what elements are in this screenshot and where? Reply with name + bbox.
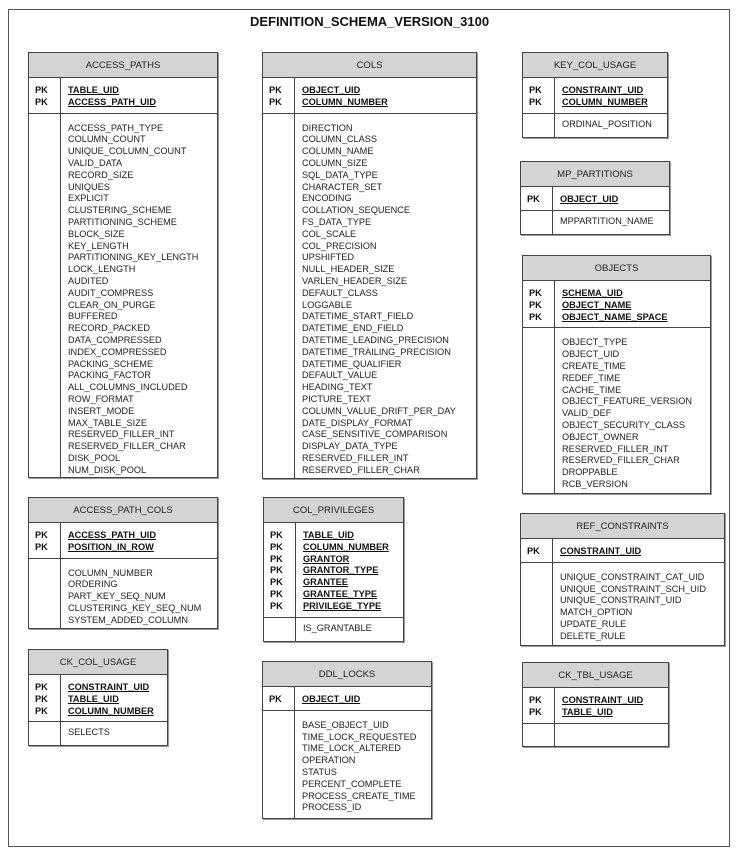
pk-label: PK [529,288,542,298]
pk-label: PK [269,96,282,107]
attribute-field: OBJECT_OWNER [562,431,639,442]
attribute-field: PROCESS_CREATE_TIME [302,790,416,801]
attribute-field: MPPARTITION_NAME [560,215,654,226]
attribute-field: DATE_DISPLAY_FORMAT [302,417,413,428]
attribute-label-column [523,724,555,746]
primary-key-field: ACCESS_PATH_UID [68,530,156,540]
attribute-field: VALID_DEF [562,408,612,419]
attribute-label-column [521,563,553,645]
attribute-field: ORDINAL_POSITION [562,118,652,129]
entity-name: MP_PARTITIONS [521,162,669,187]
pk-label: PK [270,553,283,564]
primary-key-field: COLUMN_NUMBER [302,96,388,107]
attribute-section [523,724,668,746]
attribute-field: LOCK_LENGTH [68,264,136,275]
entity-name: COL_PRIVILEGES [264,498,403,523]
attribute-section [521,211,669,234]
pk-label-column [263,687,295,710]
attribute-section [29,559,217,628]
attribute-label-column [263,114,295,478]
pk-name-column [61,675,167,721]
pk-label: PK [527,546,540,556]
attribute-field: CHARACTER_SET [302,181,383,192]
attribute-section [264,618,403,641]
pk-label: PK [35,682,48,692]
diagram-title: DEFINITION_SCHEMA_VERSION_3100 [249,14,490,29]
attribute-field: UNIQUES [68,181,110,192]
pk-label: PK [529,85,542,95]
pk-label: PK [35,96,48,107]
entity-mp-partitions [520,161,670,235]
entity-ddl-locks [262,661,432,819]
entity-access-paths [28,52,218,478]
pk-label: PK [270,565,283,576]
pk-label-column [523,281,555,327]
attribute-section [29,722,167,745]
pk-label-column [523,78,555,113]
attribute-field: DISPLAY_DATA_TYPE [302,441,398,452]
attribute-label-column [523,328,555,493]
pk-label: PK [529,311,542,322]
entity-name: REF_CONSTRAINTS [521,514,724,539]
attribute-section [521,563,724,645]
entity-name: OBJECTS [523,256,710,281]
pk-label: PK [527,194,540,204]
attribute-name-column [555,328,710,493]
primary-key-field: OBJECT_UID [302,85,361,95]
attribute-field: CREATE_TIME [562,360,626,371]
attribute-field: ALL_COLUMNS_INCLUDED [68,382,188,393]
primary-key-field: TABLE_UID [562,706,613,717]
attribute-field: DELETE_RULE [560,630,626,641]
attribute-name-column [61,559,217,628]
pk-label: PK [35,85,48,95]
pk-label: PK [35,541,48,552]
attribute-field: ACCESS_PATH_TYPE [68,122,164,133]
pk-label: PK [270,577,283,588]
primary-key-field: COLUMN_NUMBER [562,96,648,107]
primary-key-section [263,78,476,114]
entity-ck-col-usage [28,649,168,746]
attribute-field: CACHE_TIME [562,384,622,395]
primary-key-section [523,688,668,724]
attribute-field: COLUMN_COUNT [68,134,146,145]
entity-ck-tbl-usage [522,662,669,747]
pk-name-column [61,78,217,113]
entity-cols [262,52,477,479]
attribute-field: OPERATION [302,755,356,766]
attribute-field: RESERVED_FILLER_CHAR [68,441,186,452]
attribute-field: MAX_TABLE_SIZE [68,417,147,428]
attribute-field: COLUMN_NUMBER [68,567,153,578]
entity-name: COLS [263,53,476,78]
pk-label-column [521,539,553,562]
attribute-field: PICTURE_TEXT [302,393,371,404]
attribute-field: PART_KEY_SEQ_NUM [68,591,166,602]
attribute-field: SYSTEM_ADDED_COLUMN [68,614,188,625]
attribute-field: NUM_DISK_POOL [68,464,147,475]
primary-key-section [29,675,167,722]
attribute-field: ORDERING [68,579,118,590]
primary-key-field: ACCESS_PATH_UID [68,96,156,107]
attribute-field: RESERVED_FILLER_CHAR [302,464,420,475]
primary-key-section [29,78,217,114]
primary-key-field: COLUMN_NUMBER [303,541,389,552]
primary-key-field: GRANTEE_TYPE [303,588,378,599]
entity-name: CK_COL_USAGE [29,650,167,675]
pk-label: PK [35,705,48,716]
attribute-field: TIME_LOCK_REQUESTED [302,731,417,742]
entity-name: CK_TBL_USAGE [523,663,668,688]
pk-label-column [29,523,61,558]
attribute-label-column [264,618,296,641]
primary-key-field: CONSTRAINT_UID [562,85,644,95]
primary-key-field: OBJECT_UID [302,694,361,704]
pk-label: PK [270,588,283,599]
attribute-field: RECORD_SIZE [68,169,134,180]
primary-key-field: OBJECT_NAME_SPACE [562,311,668,322]
attribute-name-column [553,563,724,645]
primary-key-field: GRANTOR_TYPE [303,565,379,576]
attribute-field: LOGGABLE [302,299,353,310]
attribute-field: VARLEN_HEADER_SIZE [302,275,408,286]
attribute-field: PARTITIONING_SCHEME [68,216,177,227]
pk-label-column [264,523,296,617]
primary-key-field: SCHEMA_UID [562,288,623,298]
attribute-field: CASE_SENSITIVE_COMPARISON [302,429,448,440]
entity-objects [522,255,711,494]
pk-label: PK [529,706,542,717]
attribute-name-column [296,618,403,641]
primary-key-field: GRANTOR [303,553,350,564]
attribute-field: DATETIME_START_FIELD [302,311,414,322]
entity-key-col-usage [522,52,668,138]
pk-label: PK [529,695,542,705]
attribute-section [523,328,710,493]
entity-name: DDL_LOCKS [263,662,431,687]
attribute-section [523,114,667,137]
primary-key-section [29,523,217,559]
primary-key-field: OBJECT_NAME [562,299,632,310]
attribute-field: AUDITED [68,275,109,286]
attribute-field: PACKING_SCHEME [68,358,154,369]
primary-key-field: POSITION_IN_ROW [68,541,154,552]
attribute-section [263,711,431,818]
primary-key-field: CONSTRAINT_UID [560,546,642,556]
attribute-field: UNIQUE_CONSTRAINT_CAT_UID [560,571,705,582]
attribute-label-column [29,559,61,628]
attribute-section [29,114,217,477]
pk-name-column [555,281,710,327]
attribute-label-column [263,711,295,818]
pk-label: PK [35,693,48,704]
attribute-field: ROW_FORMAT [68,393,134,404]
attribute-field: SELECTS [68,727,110,738]
attribute-field: BUFFERED [68,311,118,322]
attribute-field: DROPPABLE [562,467,618,478]
attribute-field: COLLATION_SEQUENCE [302,205,411,216]
attribute-field: INSERT_MODE [68,405,135,416]
attribute-field: TIME_LOCK_ALTERED [302,743,401,754]
attribute-field: DIRECTION [302,122,353,133]
attribute-field: CLUSTERING_KEY_SEQ_NUM [68,602,202,613]
attribute-field: BLOCK_SIZE [68,228,125,239]
pk-label-column [521,187,553,210]
attribute-field: OBJECT_TYPE [562,337,628,348]
pk-label: PK [529,96,542,107]
attribute-field: NULL_HEADER_SIZE [302,264,395,275]
attribute-field: COLUMN_VALUE_DRIFT_PER_DAY [302,405,456,416]
attribute-field: DATETIME_END_FIELD [302,323,404,334]
attribute-field: RCB_VERSION [562,478,628,489]
primary-key-field: TABLE_UID [68,85,119,95]
pk-label: PK [270,600,283,611]
attribute-name-column [61,114,217,477]
attribute-field: FS_DATA_TYPE [302,216,372,227]
entity-name: ACCESS_PATH_COLS [29,498,217,523]
attribute-field: OBJECT_FEATURE_VERSION [562,396,693,407]
primary-key-field: OBJECT_UID [560,194,619,204]
attribute-field: UNIQUE_COLUMN_COUNT [68,146,187,157]
attribute-field: CLUSTERING_SCHEME [68,205,172,216]
entity-name: KEY_COL_USAGE [523,53,667,78]
attribute-field: RECORD_PACKED [68,323,151,334]
attribute-section [263,114,476,478]
attribute-field: DATA_COMPRESSED [68,334,162,345]
primary-key-section [264,523,403,618]
pk-label-column [523,688,555,723]
attribute-field: HEADING_TEXT [302,382,373,393]
attribute-label-column [521,211,553,234]
attribute-name-column [295,711,431,818]
attribute-name-column [555,114,667,137]
pk-label: PK [529,299,542,310]
attribute-label-column [29,114,61,477]
primary-key-section [523,281,710,328]
primary-key-section [521,539,724,563]
pk-name-column [555,78,667,113]
attribute-field: AUDIT_COMPRESS [68,287,154,298]
attribute-field: CLEAR_ON_PURGE [68,299,156,310]
primary-key-field: TABLE_UID [303,530,354,540]
attribute-field: UNIQUE_CONSTRAINT_UID [560,595,682,606]
primary-key-field: COLUMN_NUMBER [68,705,154,716]
attribute-field: OBJECT_UID [562,349,620,360]
entity-col-privileges [263,497,404,642]
attribute-label-column [523,114,555,137]
primary-key-field: CONSTRAINT_UID [562,695,644,705]
attribute-field: PACKING_FACTOR [68,370,151,381]
attribute-field: DATETIME_LEADING_PRECISION [302,334,449,345]
pk-label-column [263,78,295,113]
attribute-label-column [29,722,61,745]
pk-label-column [29,675,61,721]
attribute-field: BASE_OBJECT_UID [302,719,389,730]
attribute-field: RESERVED_FILLER_INT [302,452,409,463]
primary-key-field: PRIVILEGE_TYPE [303,600,382,611]
primary-key-section [523,78,667,114]
attribute-field: OBJECT_SECURITY_CLASS [562,419,686,430]
attribute-field: COL_SCALE [302,228,357,239]
attribute-field: COLUMN_NAME [302,146,374,157]
attribute-name-column [295,114,476,478]
attribute-field: REDEF_TIME [562,372,621,383]
attribute-field: UNIQUE_CONSTRAINT_SCH_UID [560,583,706,594]
attribute-field: UPSHIFTED [302,252,355,263]
attribute-field: STATUS [302,766,337,777]
pk-name-column [295,78,476,113]
primary-key-field: TABLE_UID [68,693,119,704]
attribute-field: ENCODING [302,193,352,204]
attribute-field: PARTITIONING_KEY_LENGTH [68,252,199,263]
attribute-field: DEFAULT_CLASS [302,287,378,298]
pk-name-column [553,539,724,562]
pk-label: PK [270,530,283,540]
attribute-field: PERCENT_COMPLETE [302,778,402,789]
attribute-field: KEY_LENGTH [68,240,129,251]
primary-key-section [521,187,669,211]
primary-key-field: CONSTRAINT_UID [68,682,150,692]
pk-name-column [555,688,668,723]
primary-key-field: GRANTEE [303,577,348,588]
pk-label: PK [269,694,282,704]
attribute-field: INDEX_COMPRESSED [68,346,167,357]
entity-access-path-cols [28,497,218,629]
pk-name-column [296,523,403,617]
pk-label: PK [269,85,282,95]
attribute-name-column [555,724,668,746]
attribute-field: RESERVED_FILLER_INT [68,429,175,440]
attribute-field: COL_PRECISION [302,240,377,251]
attribute-field: COLUMN_SIZE [302,157,368,168]
attribute-field: DISK_POOL [68,452,121,463]
pk-label: PK [35,530,48,540]
attribute-field: DATETIME_TRAILING_PRECISION [302,346,451,357]
attribute-name-column [553,211,669,234]
attribute-field: VALID_DATA [68,157,123,168]
attribute-field: SQL_DATA_TYPE [302,169,378,180]
attribute-field: IS_GRANTABLE [303,622,372,633]
attribute-name-column [61,722,167,745]
primary-key-section [263,687,431,711]
attribute-field: DEFAULT_VALUE [302,370,378,381]
pk-label: PK [270,541,283,552]
attribute-field: MATCH_OPTION [560,607,633,618]
pk-name-column [295,687,431,710]
entity-name: ACCESS_PATHS [29,53,217,78]
pk-name-column [61,523,217,558]
attribute-field: RESERVED_FILLER_CHAR [562,455,680,466]
attribute-field: EXPLICIT [68,193,109,204]
pk-label-column [29,78,61,113]
attribute-field: COLUMN_CLASS [302,134,378,145]
pk-name-column [553,187,669,210]
attribute-field: UPDATE_RULE [560,618,627,629]
entity-ref-constraints [520,513,725,646]
attribute-field: PROCESS_ID [302,802,362,813]
attribute-field: RESERVED_FILLER_INT [562,443,669,454]
attribute-field: DATETIME_QUALIFIER [302,358,402,369]
